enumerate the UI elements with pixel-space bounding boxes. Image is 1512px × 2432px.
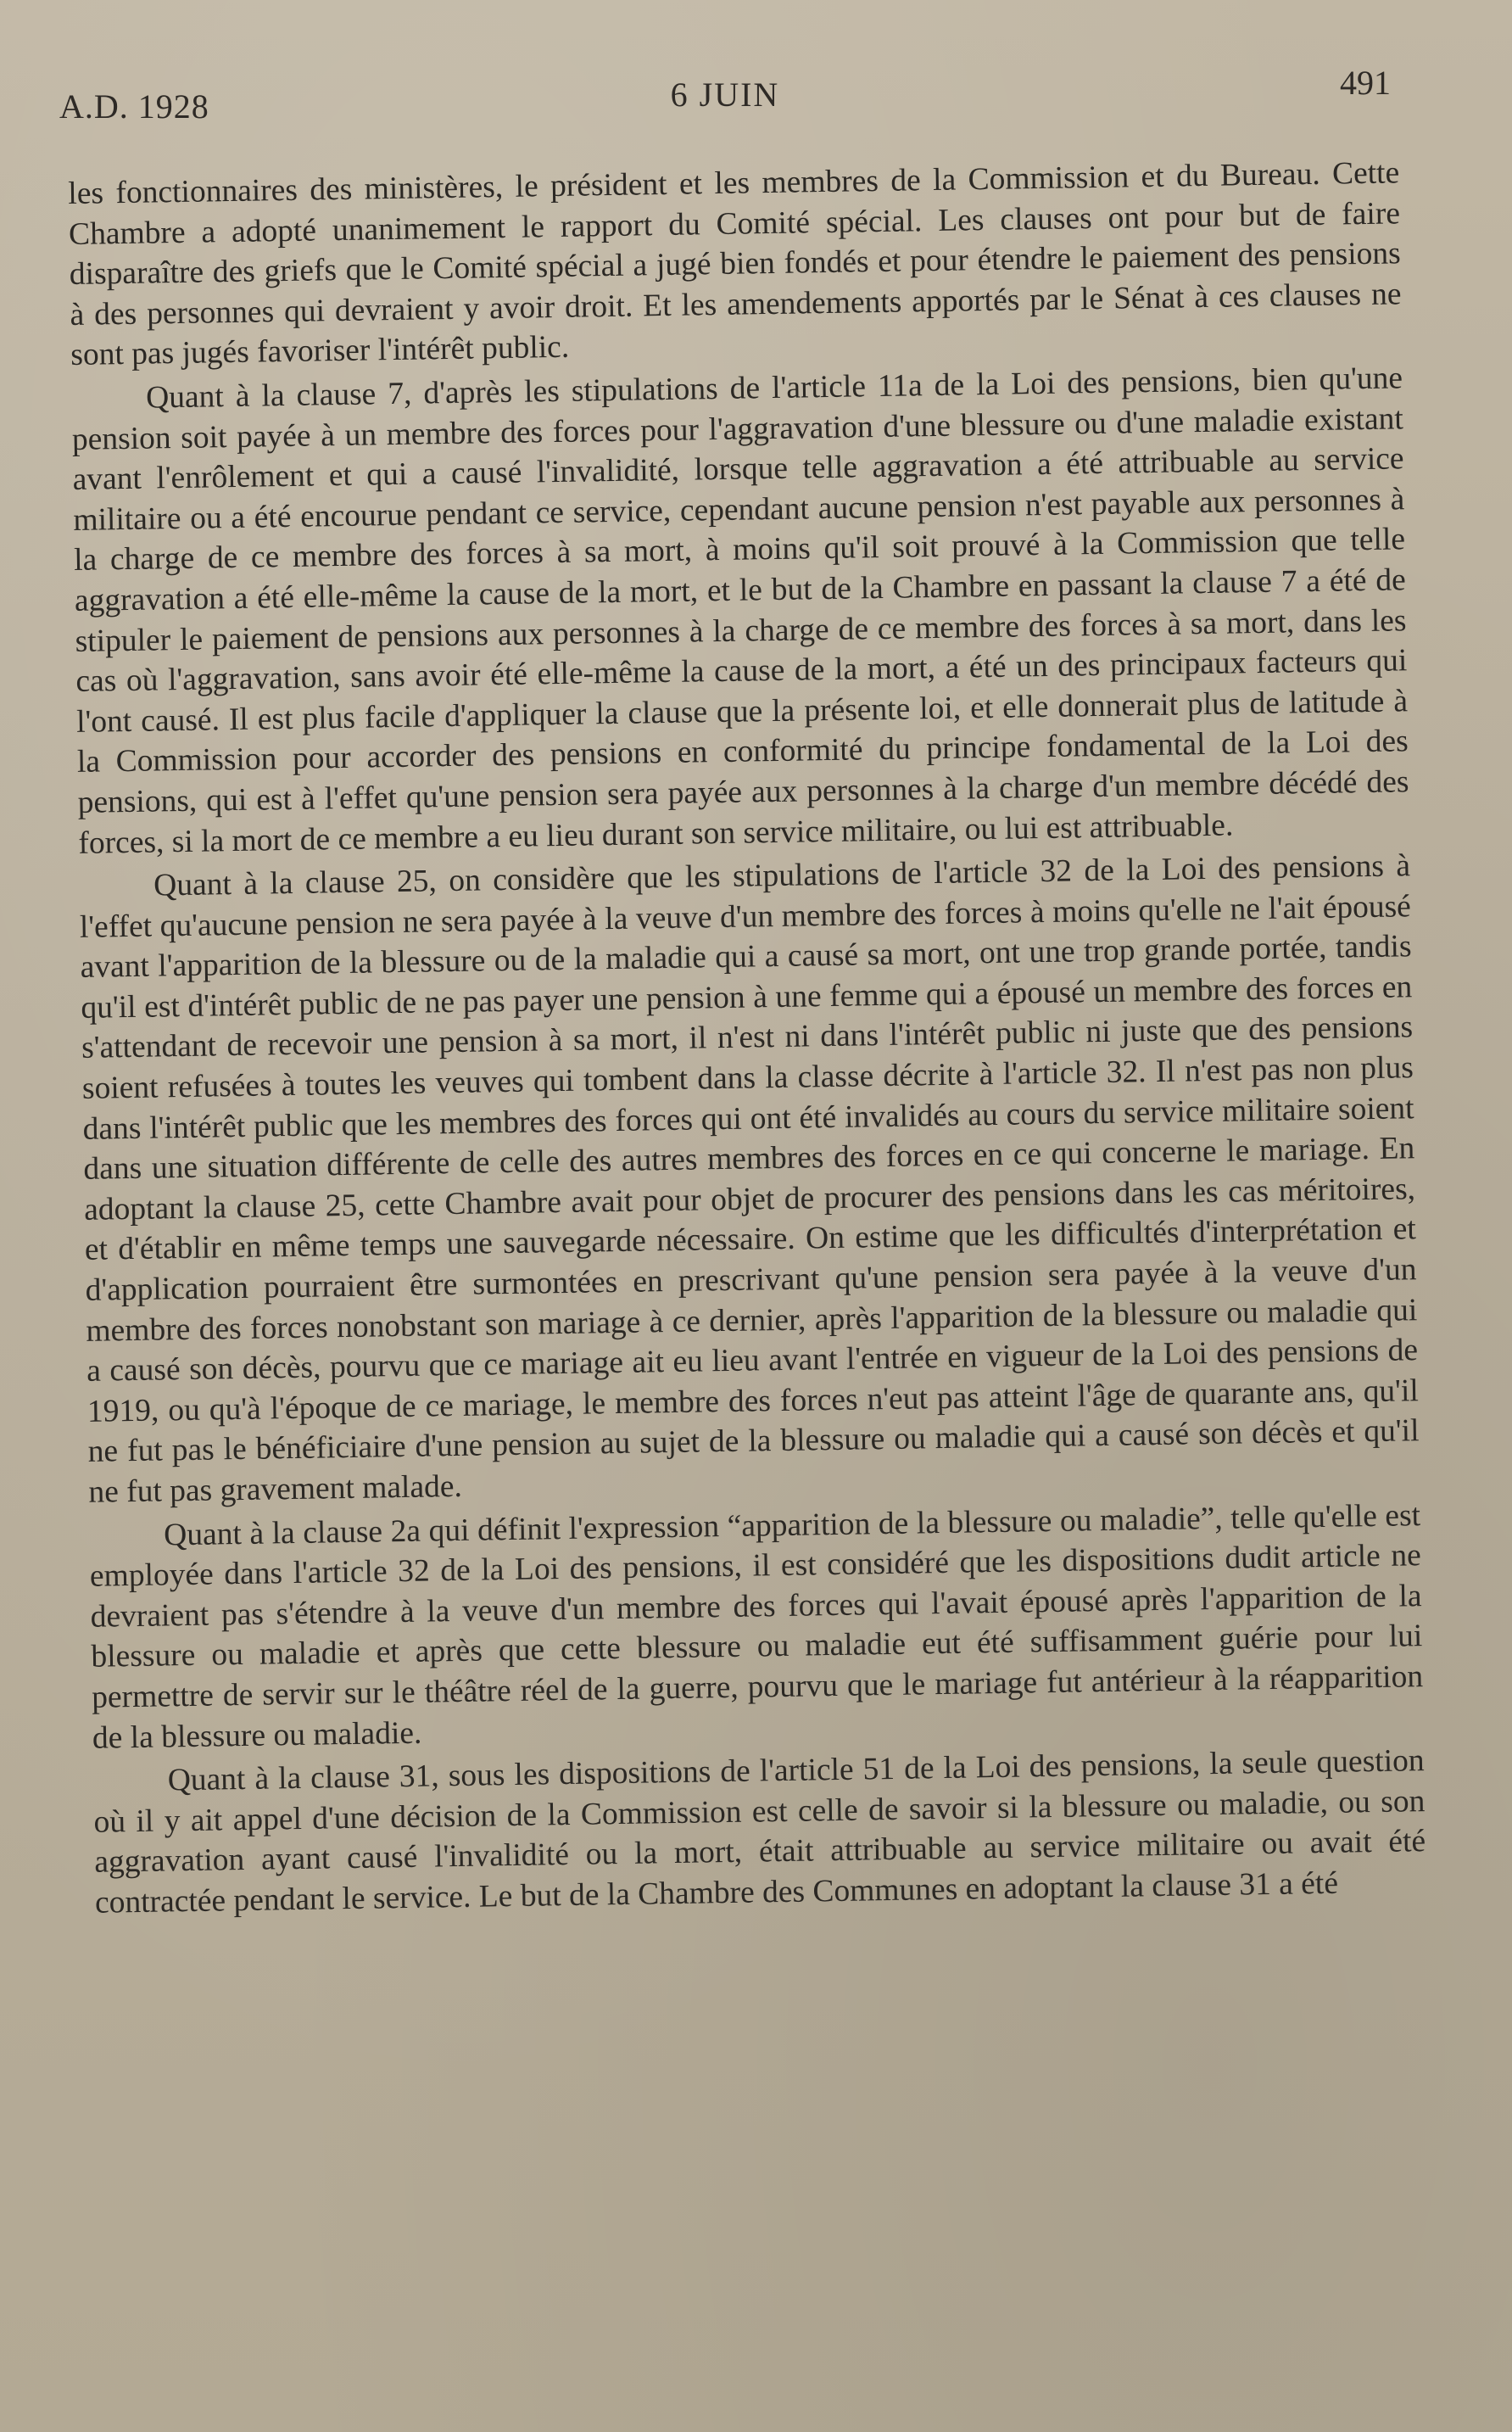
paragraph-continuation: les fonctionnaires des ministères, le président et les membres de la Commission et du Bureau. Cette Chambre a adopté unanimement le rapport du Comité spécial. Les clauses ont pour but de faire disparaître des griefs que le Comité spécial a jugé bien fondés et pour étendre le paiement des pensions à des personnes qui devraient y avoir droit. Et les amendements apportés par le Sénat à ces clauses ne sont pas jugés favoriser l'intérêt public. <box>68 155 1402 373</box>
paragraph-clause-2a: Quant à la clause 2a qui définit l'expression “apparition de la blessure ou maladie”, telle qu'elle est employée dans l'article 32 de la Loi des pensions, il est considéré que les dispositions dudit article ne devraient pas s'étendre à la veuve d'un membre des forces qui l'avait épousé après l'apparition de la blessure ou maladie et après que cette blessure ou maladie eut été suffisamment guérie pour lui permettre de servir sur le théâtre réel de la guerre, pourvu que le mariage fut antérieur à la réapparition de la blessure ou maladie. <box>89 1497 1424 1756</box>
header-year: A.D. 1928 <box>59 87 209 126</box>
paragraph-clause-31: Quant à la clause 31, sous les dispositions de l'article 51 de la Loi des pensions, la seule question où il y ait appel d'une décision de la Commission est celle de savoir si la blessure ou maladie, ou son aggravation ayant causé l'invalidité ou la mort, était attribuable au service militaire ou avait été contractée pendant le service. Le but de la Chambre des Communes en adoptant la clause 31 a été <box>93 1743 1426 1920</box>
page-header <box>59 64 1391 134</box>
page-number: 491 <box>1340 64 1391 102</box>
header-date: 6 JUIN <box>670 75 780 114</box>
document-body <box>68 153 1426 1926</box>
paragraph-clause-7: Quant à la clause 7, d'après les stipulations de l'article 11a de la Loi des pensions, bien qu'une pension soit payée à un membre des forces pour l'aggravation d'une blessure ou d'une maladie existant avant l'enrôlement et qui a causé l'invalidité, lorsque telle aggravation a été attribuable au service militaire ou a été encourue pendant ce service, cependant aucune pension n'est payable aux personnes à la charge de ce membre des forces à sa mort, à moins qu'il soit prouvé à la Commission que telle aggravation a été elle-même la cause de la mort, et le but de la Chambre en passant la clause 7 a été de stipuler le paiement de pensions aux personnes à la charge de ce membre des forces à sa mort, dans les cas où l'aggravation, sans avoir été elle-même la cause de la mort, a été un des principaux facteurs qui l'ont causé. Il est plus facile d'appliquer la clause que la présente loi, et elle donnerait plus de latitude à la Commission pour accorder des pensions en conformité du principe fondamental de la Loi des pensions, qui est à l'effet qu'une pension sera payée aux personnes à la charge d'un membre décédé des forces, si la mort de ce membre a eu lieu durant son service militaire, ou lui est attribuable. <box>71 361 1409 861</box>
paragraph-clause-25: Quant à la clause 25, on considère que les stipulations de l'article 32 de la Loi des pensions à l'effet qu'aucune pension ne sera payée à la veuve d'un membre des forces à moins qu'elle ne l'ait épousé avant l'apparition de la blessure ou de la maladie qui a causé sa mort, ont une trop grande portée, tandis qu'il est d'intérêt public de ne pas payer une pension à une femme qui a épousé un membre des forces en s'attendant de recevoir une pension à sa mort, il n'est ni dans l'intérêt public ni juste que des pensions soient refusées à toutes les veuves qui tombent dans la classe décrite à l'article 32. Il n'est pas non plus dans l'intérêt public que les membres des forces qui ont été invalidés au cours du service militaire soient dans une situation différente de celle des autres membres des forces en ce qui concerne le mariage. En adoptant la clause 25, cette Chambre avait pour objet de procurer des pensions dans les cas méritoires, et d'établir en même temps une sauvegarde nécessaire. On estime que les difficultés d'interprétation et d'application pourraient être surmontées en prescrivant qu'une pension sera payée à la veuve d'un membre des forces nonobstant son mariage à ce dernier, après l'apparition de la blessure ou maladie qui a causé son décès, pourvu que ce mariage ait eu lieu avant l'entrée en vigueur de la Loi des pensions de 1919, ou qu'à l'époque de ce mariage, le membre des forces n'eut pas atteint l'âge de quarante ans, qu'il ne fut pas le bénéficiaire d'une pension au sujet de la blessure ou maladie qui a causé son décès et qu'il ne fut pas gravement malade. <box>79 848 1420 1510</box>
